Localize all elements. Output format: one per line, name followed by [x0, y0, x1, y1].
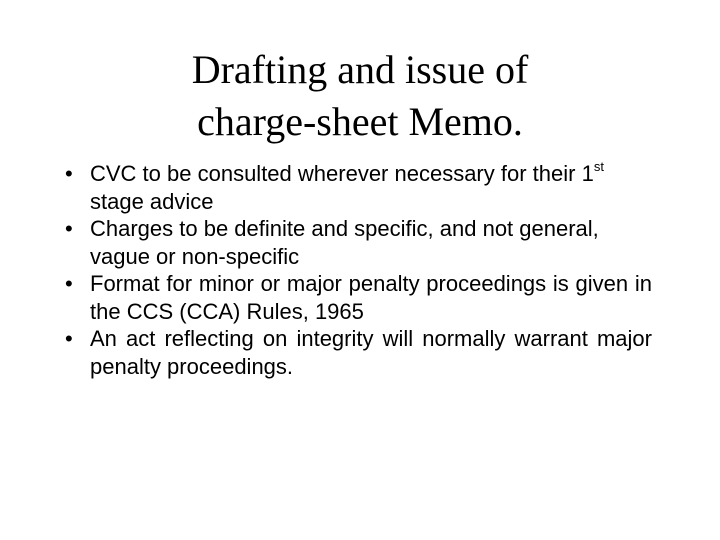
- bullet-text-charges: Charges to be definite and specific, and not general, vague or non-specific: [90, 216, 599, 269]
- slide-title: [100, 44, 620, 148]
- bullet-list: [60, 160, 652, 380]
- title-line-2: charge-sheet Memo.: [197, 99, 523, 144]
- bullet-text-integrity: An act reflecting on integrity will normally warrant major penalty proceedings.: [90, 326, 652, 379]
- ordinal-superscript: st: [593, 158, 604, 174]
- bullet-icon: •: [65, 216, 73, 241]
- bullet-icon: •: [65, 271, 73, 296]
- title-line-1: Drafting and issue of: [191, 47, 529, 92]
- bullet-item-integrity: [60, 325, 652, 380]
- bullet-item-format: [60, 270, 652, 325]
- bullet-text-format: Format for minor or major penalty proceedings is given in the CCS (CCA) Rules, 1965: [90, 271, 652, 324]
- bullet-text-cvc: [90, 160, 652, 215]
- bullet-icon: •: [65, 326, 73, 351]
- bullet-icon: •: [65, 161, 73, 186]
- bullet-item-cvc: [60, 160, 652, 215]
- bullet-item-charges: [60, 215, 652, 270]
- bullet-text-cvc-end: stage advice: [90, 188, 214, 214]
- bullet-text-cvc-main: CVC to be consulted wherever necessary for their 1: [90, 161, 594, 186]
